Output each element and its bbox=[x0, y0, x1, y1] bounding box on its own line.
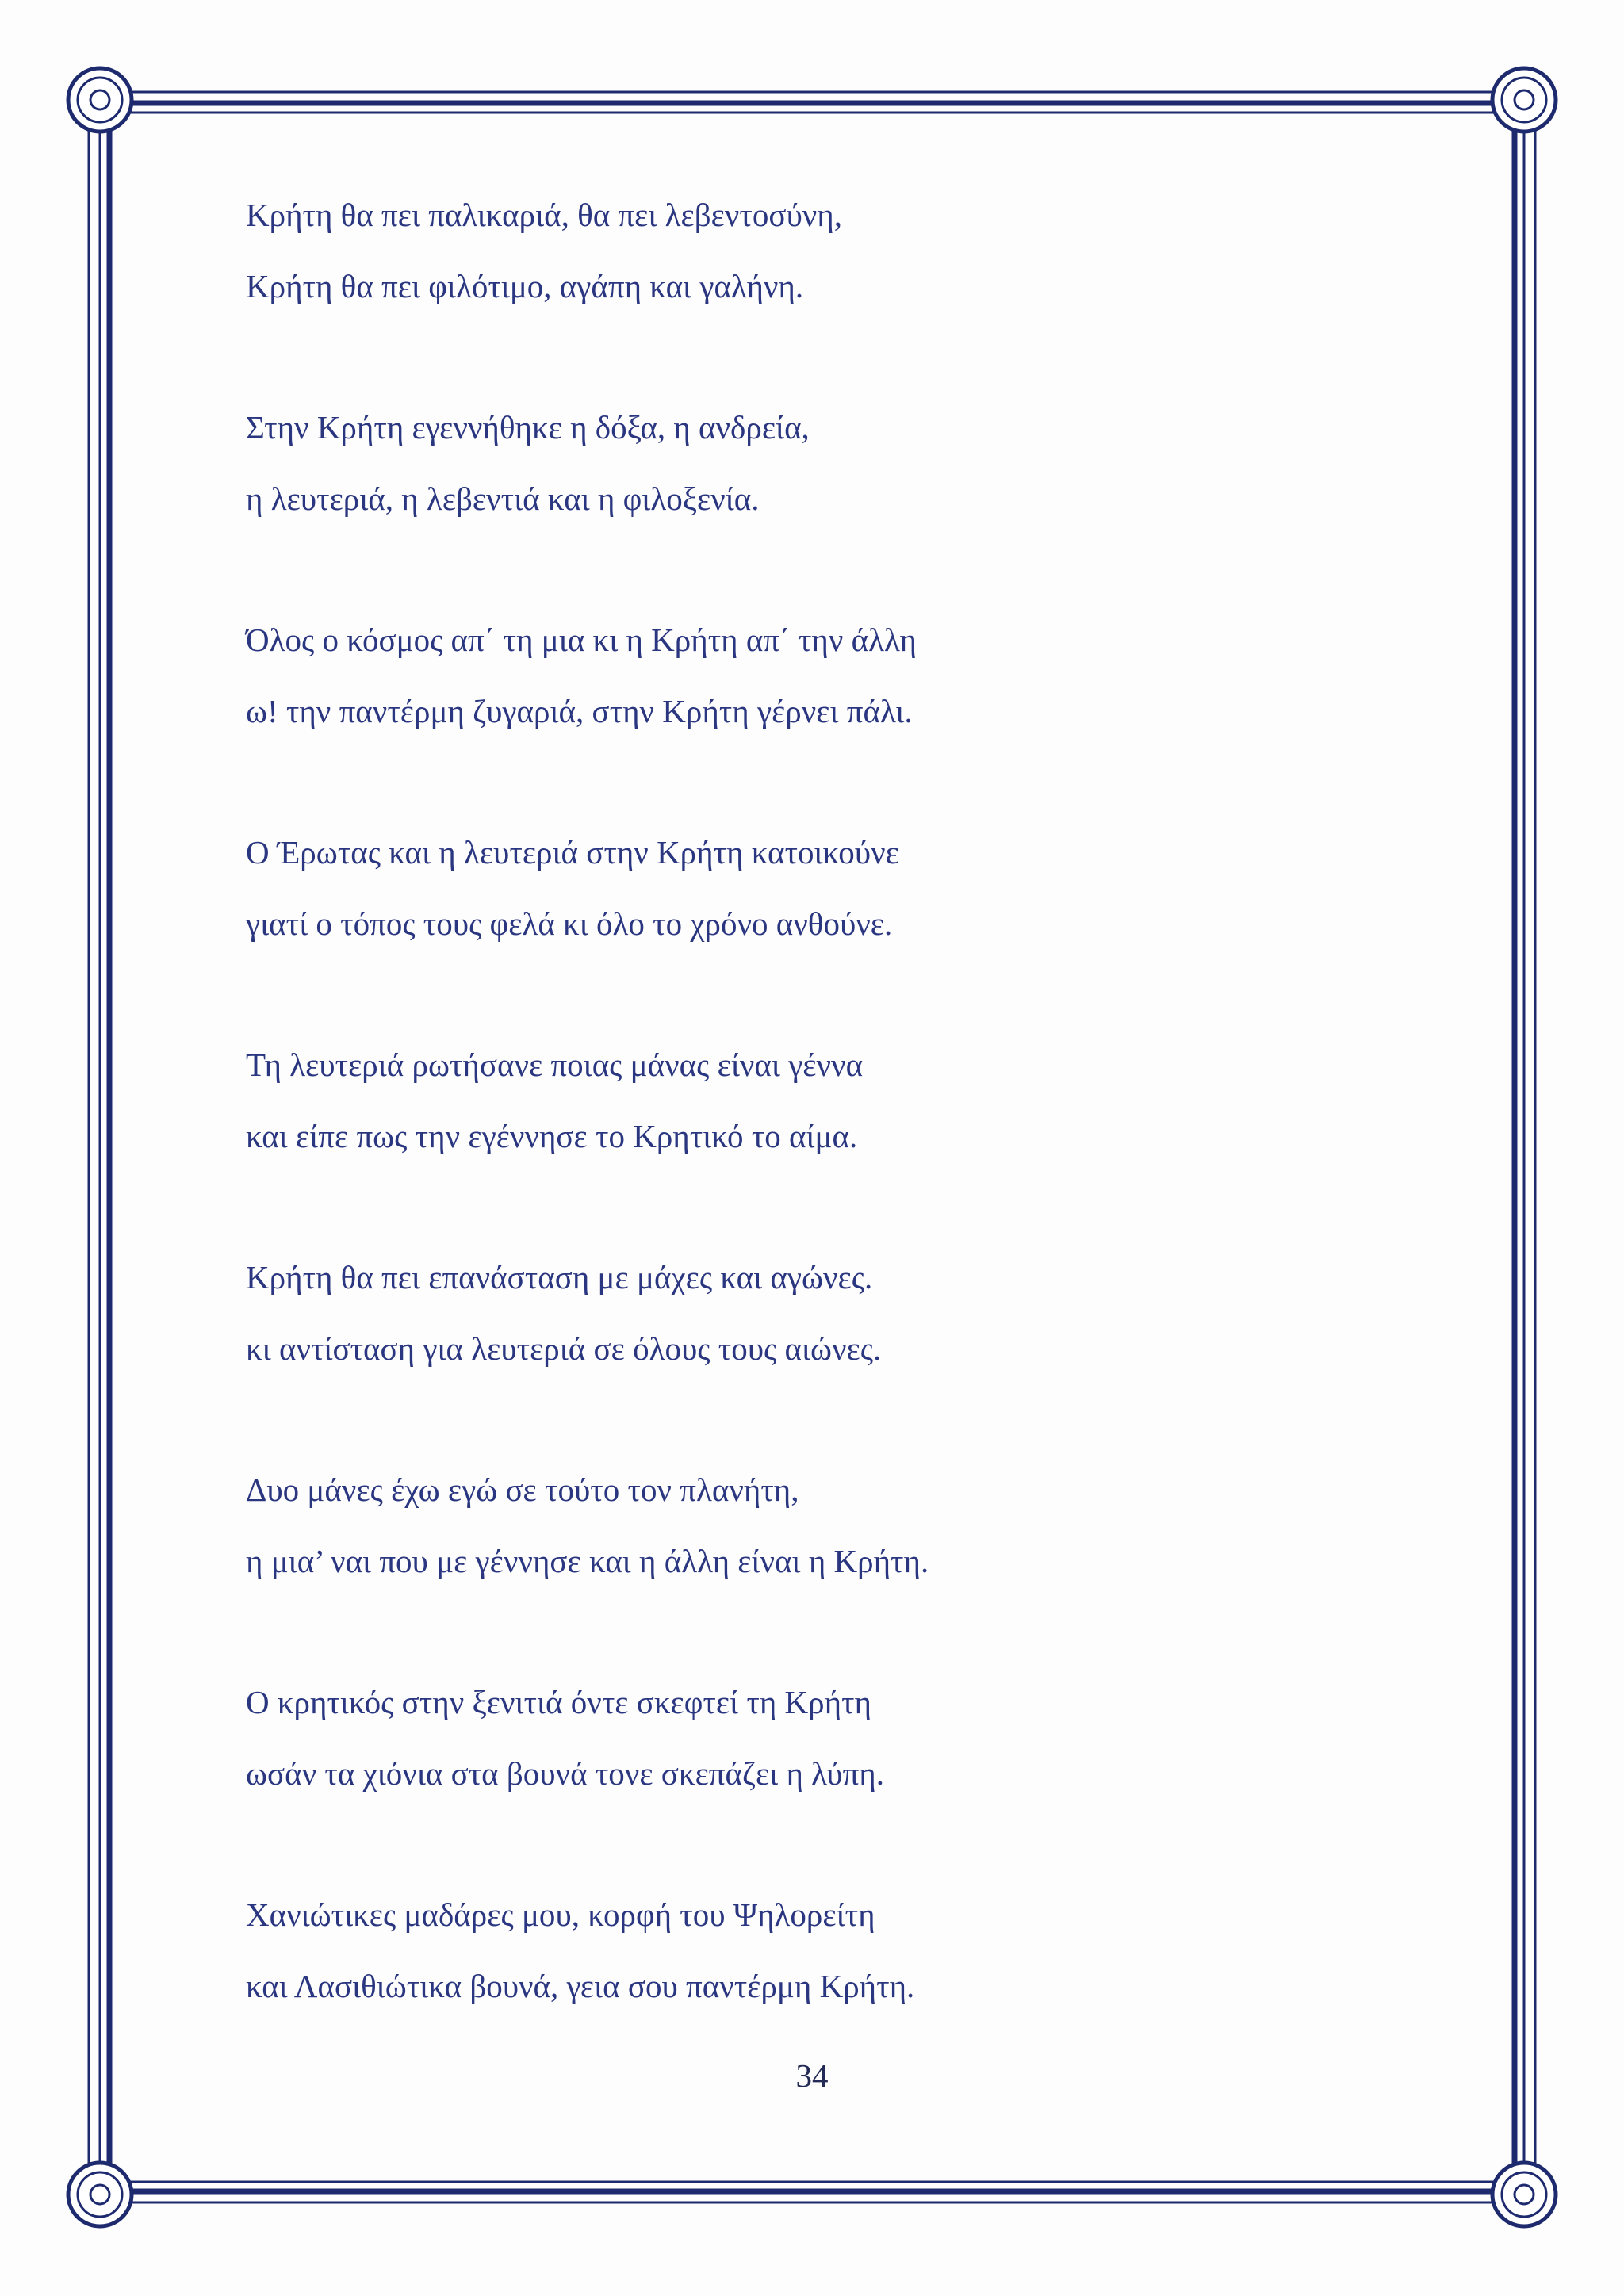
stanza bbox=[246, 195, 1515, 338]
poem-line: ω! την παντέρμη ζυγαριά, στην Κρήτη γέρνει πάλι. bbox=[246, 693, 913, 729]
poem-line: Ο κρητικός στην ξενιτιά όντε σκεφτεί τη Κρήτη bbox=[246, 1684, 871, 1720]
poem-line: και Λασιθιώτικα βουνά, γεια σου παντέρμη Κρήτη. bbox=[246, 1968, 915, 2004]
poem-line: Δυο μάνες έχω εγώ σε τούτο τον πλανήτη, bbox=[246, 1471, 799, 1508]
poem-line: Κρήτη θα πει επανάσταση με μάχες και αγώνες. bbox=[246, 1259, 873, 1295]
poem-line: Χανιώτικες μαδάρες μου, κορφή του Ψηλορείτη bbox=[246, 1896, 875, 1933]
poem-line: η λευτεριά, η λεβεντιά και η φιλοξενία. bbox=[246, 480, 760, 517]
corner-ornament-bottom-left bbox=[68, 2163, 132, 2226]
stanza bbox=[246, 1470, 1515, 1613]
corner-ornament-top-right bbox=[1492, 68, 1556, 132]
stanza bbox=[246, 408, 1515, 550]
stanza bbox=[246, 1045, 1515, 1188]
poem-line: Ο Έρωτας και η λευτεριά στην Κρήτη κατοικούνε bbox=[246, 834, 899, 871]
corner-ornament-top-left bbox=[68, 68, 132, 132]
poem-line: γιατί ο τόπος τους φελά κι όλο το χρόνο ανθούνε. bbox=[246, 905, 893, 942]
poem-line: Τη λευτεριά ρωτήσανε ποιας μάνας είναι γέννα bbox=[246, 1047, 864, 1083]
poem-body bbox=[246, 195, 1515, 2107]
stanza bbox=[246, 1257, 1515, 1400]
poem-line: Κρήτη θα πει φιλότιμο, αγάπη και γαλήνη. bbox=[246, 268, 804, 304]
poem-line: η μια’ ναι που με γέννησε και η άλλη είναι η Κρήτη. bbox=[246, 1543, 929, 1579]
stanza bbox=[246, 1682, 1515, 1825]
corner-ornament-bottom-right bbox=[1492, 2163, 1556, 2226]
poem-line: ωσάν τα χιόνια στα βουνά τονε σκεπάζει η λύπη. bbox=[246, 1755, 884, 1792]
page-number: 34 bbox=[795, 2057, 829, 2094]
poem-line: και είπε πως την εγέννησε το Κρητικό το αίμα. bbox=[246, 1118, 858, 1154]
poem-line: Όλος ο κόσμος απ΄ τη μια κι η Κρήτη απ΄ την άλλη bbox=[246, 622, 917, 658]
poem-line: κι αντίσταση για λευτεριά σε όλους τους αιώνες. bbox=[246, 1330, 882, 1367]
poem-line: Στην Κρήτη εγεννήθηκε η δόξα, η ανδρεία, bbox=[246, 409, 810, 446]
stanza bbox=[246, 620, 1515, 763]
stanza bbox=[246, 832, 1515, 975]
poem-line: Κρήτη θα πει παλικαριά, θα πει λεβεντοσύνη, bbox=[246, 197, 842, 233]
stanza bbox=[246, 1895, 1515, 2038]
